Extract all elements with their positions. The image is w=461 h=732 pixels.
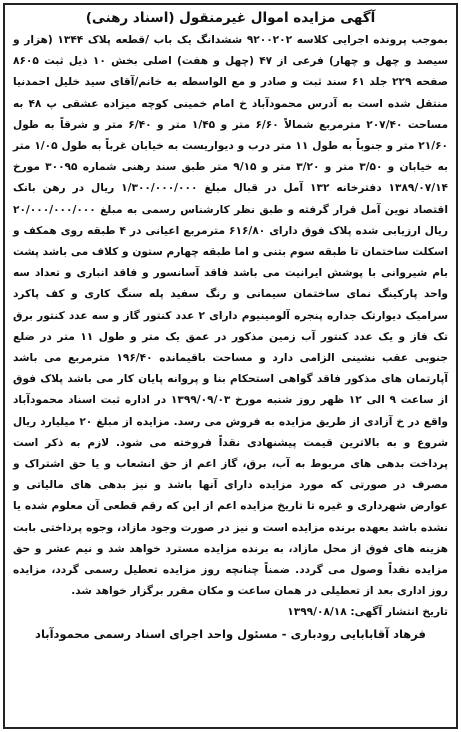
notice-frame (3, 3, 458, 729)
signature: فرهاد آقابابایی رودباری - مسئول واحد اجرای اسناد رسمی محمودآباد (35, 627, 426, 642)
publication-date: تاریخ انتشار آگهی: ۱۳۹۹/۰۸/۱۸ (287, 606, 448, 619)
notice-title: آگهی مزایده اموال غیرمنقول (اسناد رهنی) (85, 10, 376, 26)
notice-body: بموجب پرونده اجرایی کلاسه ۹۲۰۰۲۰۲ ششدانگ یک باب /قطعه پلاک ۱۳۴۴ (هزار و سیصد و چهل و چهار) فرعی از ۴۷ (چهل و هفت) اصلی بخش ۱۰ ذیل ثبت ۸۶۰۵ صفحه ۲۲۹ جلد ۶۱ سند ثبت و صادر و مع الواسطه به خانم/آقای سید خلیل احمدنیا منتقل شده است به آدرس محمودآباد خ امام خمینی کوچه میزاده عشقی پ ۴۸ به مساحت ۲۰۷/۴۰ مترمربع شمالاً ۶/۶۰ متر و ۱/۴۵ متر و ۶/۴۰ متر و شرقاً به طول ۲۱/۶۰ متر و جنوباً به طول ۱۱ متر درب و دیواریست به خیابان غرباً به طول ۱/۰۵ متر به خیابان و ۳/۵۰ متر و ۳/۲۰ متر و ۹/۱۵ متر طبق سند رهنی شماره ۳۰۰۹۵ مورخ ۱۳۸۹/۰۷/۱۴ دفترخانه ۱۳۲ آمل در قبال مبلغ ۱/۳۰۰/۰۰۰/۰۰۰ ریال در رهن بانک اقتصاد نوین آمل قرار گرفته و طبق نظر کارشناس رسمی به مبلغ ۲۰/۰۰۰/۰۰۰/۰۰۰ ریال ارزیابی شده پلاک فوق دارای ۶۱۶/۸۰ مترمربع اعیانی در ۴ طبقه روی همکف و اسکلت ساختمان تا طبقه سوم بتنی و اما طبقه چهارم ستون و کلاف می باشد پشت بام شیروانی با پوشش ایرانیت می باشد فاقد آسانسور و فاقد انباری و تعداد سه واحد پارکینگ نمای ساختمان سیمانی و رنگ سفید پله سنگ کاری و کف پاکرد سرامیک دیوارتک جداره پنجره آلومینیوم دارای ۲ عدد کنتور گاز و سه عدد کنتور برق تک فاز و یک عدد کنتور آب زمین مذکور در عمق یک متر و طول ۱۱ متر در ضلع جنوبی عقب نشینی الزامی دارد و مساحت باقیمانده ۱۹۶/۴۰ مترمربع می باشد آپارتمان های مذکور فاقد گواهی استحکام بنا و پروانه پایان کار می باشد پلاک فوق از ساعت ۹ الی ۱۲ ظهر روز شنبه مورخ ۱۳۹۹/۰۹/۰۳ در اداره ثبت اسناد محمودآباد واقع در خ آزادی از طریق مزایده به فروش می رسد. مزایده از مبلغ ۲۰ میلیارد ریال شروع و به بالاترین قیمت پیشنهادی نقداً فروخته می شود. لازم به ذکر است پرداخت بدهی های مربوط به آب، برق، گاز اعم از حق انشعاب و یا حق اشتراک و مصرف در صورتی که مورد مزایده دارای آنها باشد و نیز بدهی های مالیاتی و عوارض شهرداری و غیره تا تاریخ مزایده اعم از این که رقم قطعی آن معلوم شده یا نشده باشد بعهده برنده مزایده است و نیز در صورت وجود مازاد، وجوه پرداختی بابت هزینه های فوق از محل مازاد، به برنده مزایده مسترد خواهد شد و نیم عشر و حق مزایده نقداً وصول می گردد. ضمناً چنانچه روز مزایده تعطیل رسمی گردد، مزایده روز اداری بعد از تعطیلی در همان ساعت و مکان مقرر برگزار خواهد شد. (13, 34, 449, 598)
